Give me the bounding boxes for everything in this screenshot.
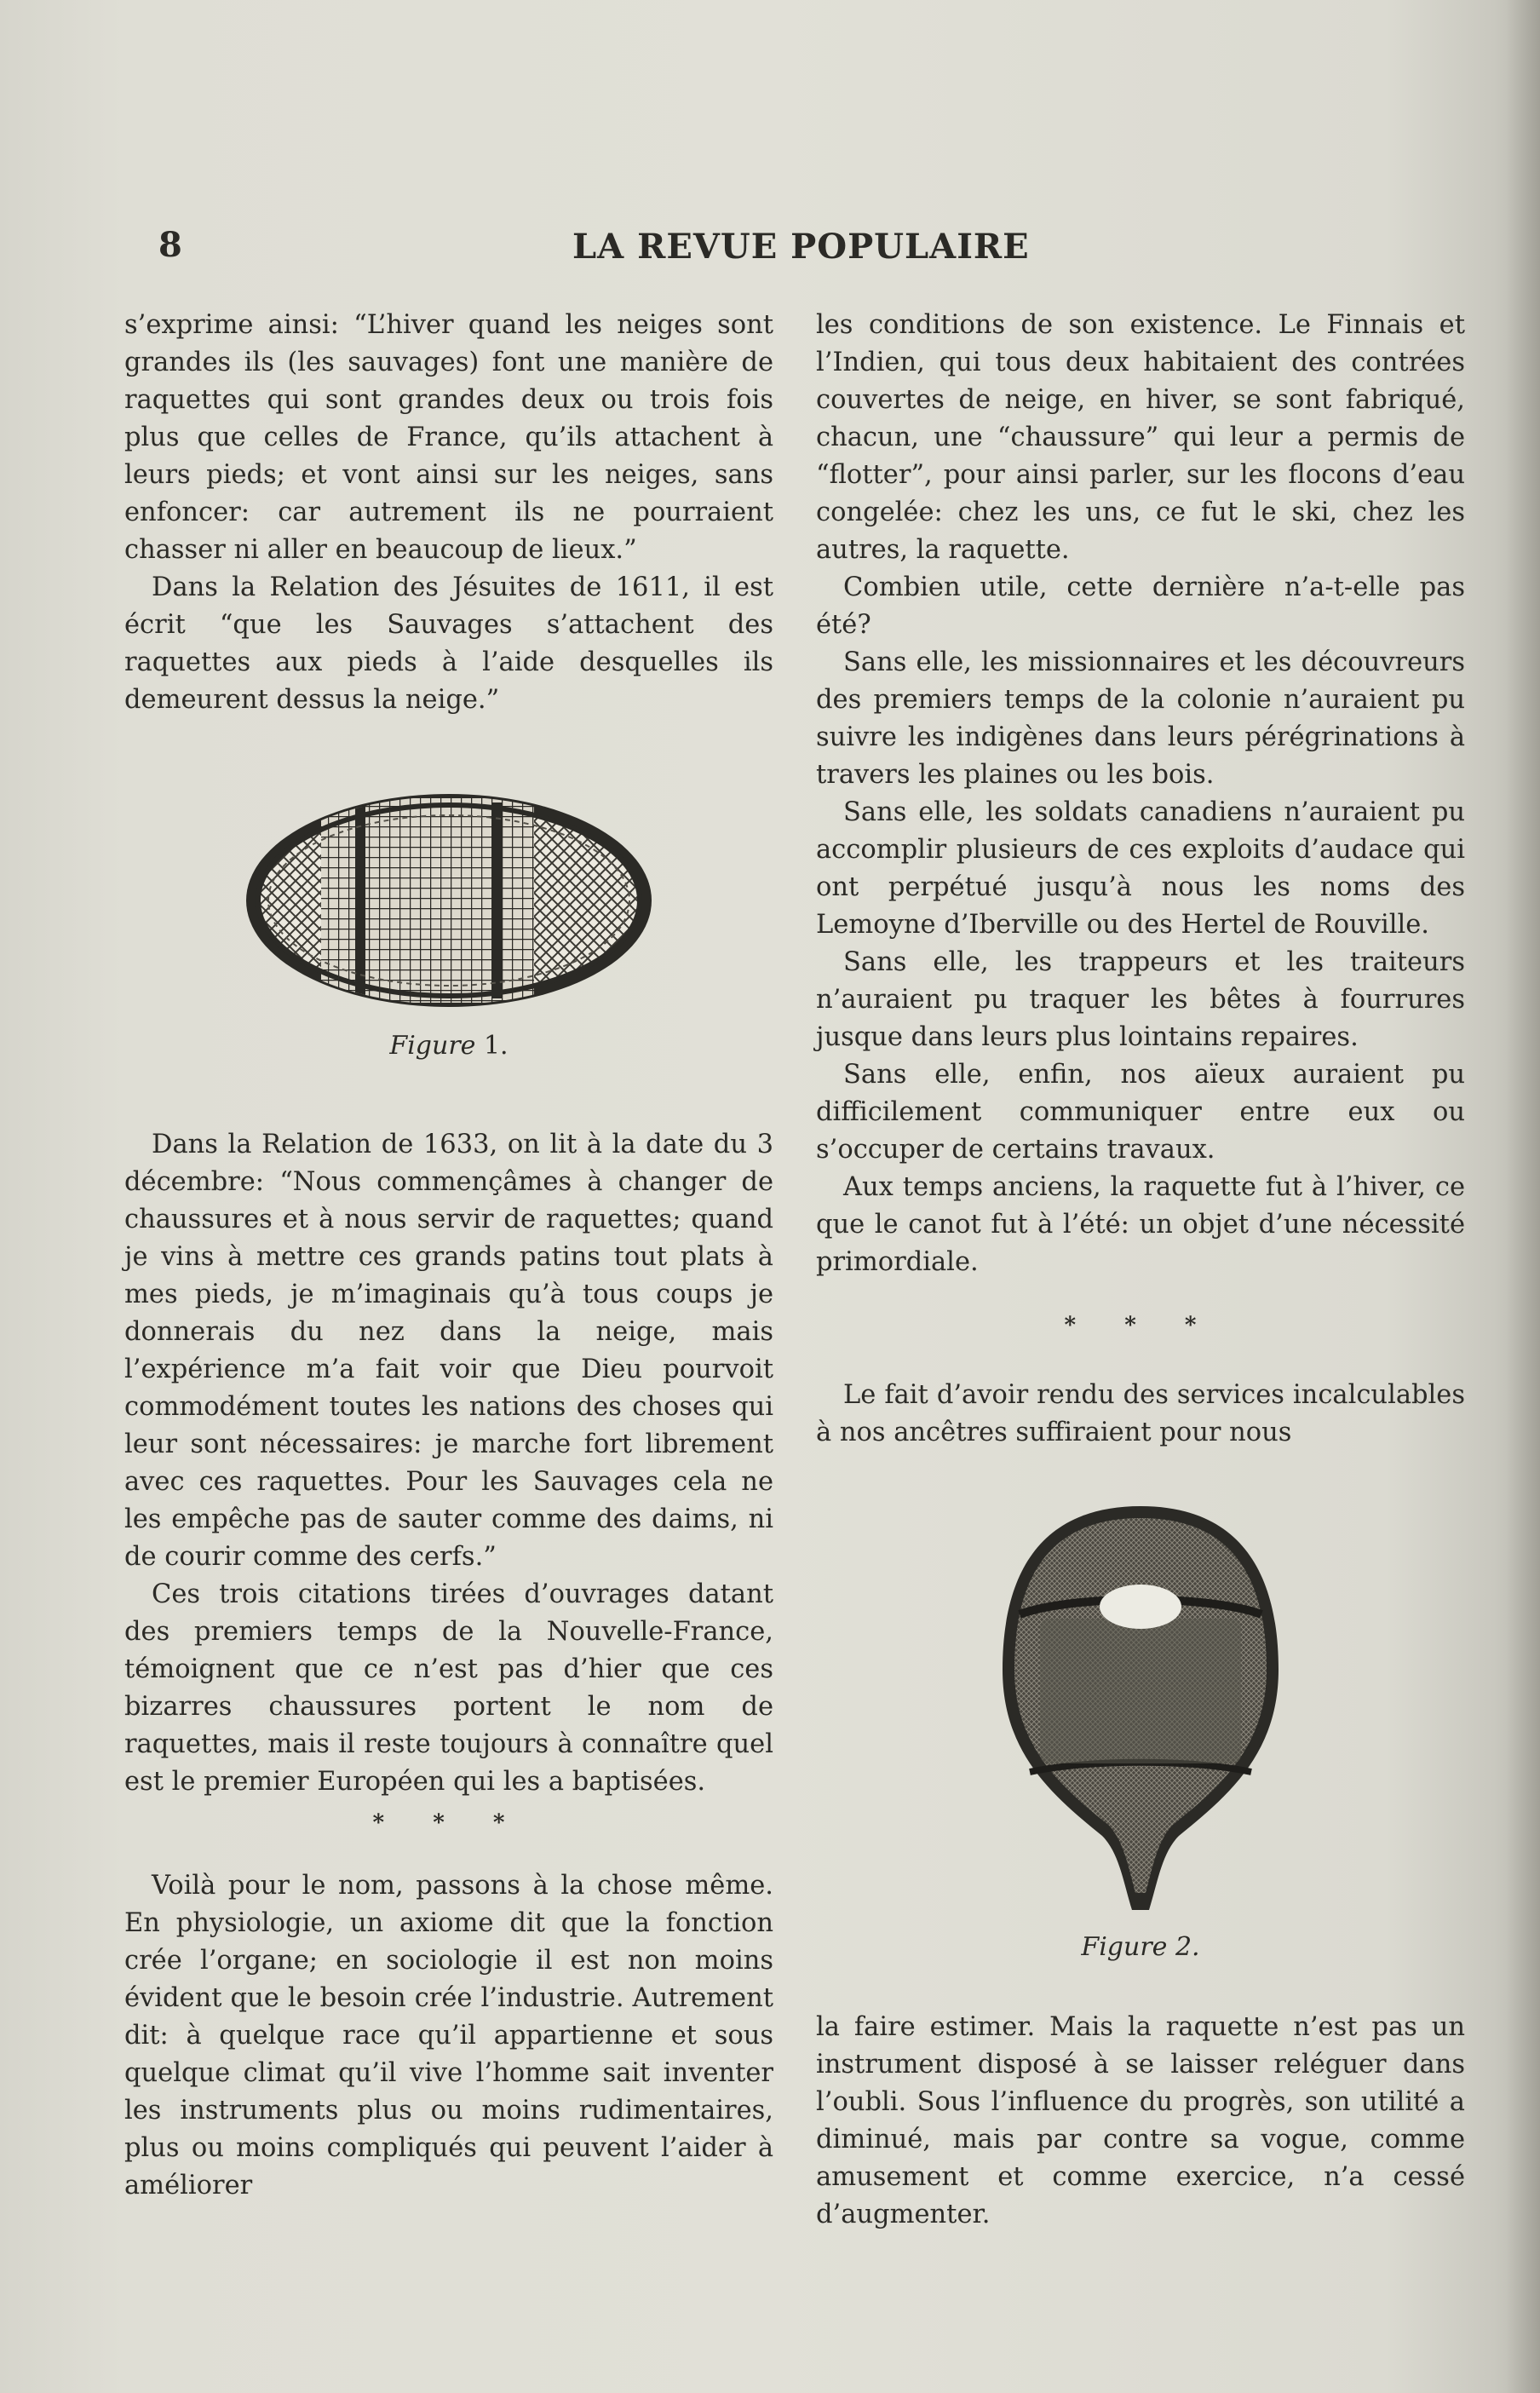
- paragraph: Sans elle, enfin, nos aïeux auraient pu difficilement communiquer entre eux ou s’occuper de certains travaux.: [816, 1060, 1465, 1165]
- caption-word: Figure: [1081, 1932, 1168, 1962]
- paragraph: Aux temps anciens, la raquette fut à l’hiver, ce que le canot fut à l’été: un objet d’une nécessité primordiale.: [816, 1172, 1465, 1277]
- paragraph: Dans la Relation des Jésuites de 1611, il est écrit “que les Sauvages s’attachent des raquettes aux pieds à l’aide desquelles ils demeurent dessus la neige.”: [124, 572, 773, 715]
- left-column: [124, 307, 773, 2205]
- page-header: [0, 220, 1540, 271]
- caption-word: Figure: [389, 1031, 476, 1061]
- caption-number: 1.: [483, 1031, 509, 1061]
- paragraph: Sans elle, les soldats canadiens n’auraient pu accomplir plusieurs de ces exploits d’audace qui ont perpétué jusqu’à nous les noms des Lemoyne d’Iberville ou des Hertel de Rouville.: [816, 797, 1465, 940]
- right-column: [816, 307, 1465, 2234]
- paragraph: Sans elle, les missionnaires et les découvreurs des premiers temps de la colonie n’auraient pu suivre les indigènes dans leurs pérégrinations à travers les plaines ou les bois.: [816, 647, 1465, 790]
- section-separator: * * *: [1064, 1313, 1217, 1338]
- paragraph: Ces trois citations tirées d’ouvrages datant des premiers temps de la Nouvelle-France, témoignent que ce n’est pas d’hier que ces bizarres chaussures portent le nom de raquettes, mais il reste toujours à connaître quel est le premier Européen qui les a baptisées.: [124, 1579, 773, 1797]
- paragraph: Le fait d’avoir rendu des services incalculables à nos ancêtres suffiraient pour nous: [816, 1380, 1465, 1447]
- journal-title: LA REVUE POPULAIRE: [572, 227, 1030, 267]
- paragraph: les conditions de son existence. Le Finnais et l’Indien, qui tous deux habitaient des contrées couvertes de neige, en hiver, se sont fabriqué, chacun, une “chaussure” qui leur a permis de “flotter”, pour ainsi parler, sur les flocons d’eau congelée: chez les uns, ce fut le ski, chez les autres, la raquette.: [816, 310, 1465, 565]
- paragraph: la faire estimer. Mais la raquette n’est pas un instrument disposé à se laisser reléguer dans l’oubli. Sous l’influence du progrès, son utilité a diminué, mais par contre sa vogue, comme amusement et comme exercice, n’a cessé d’augmenter.: [816, 2012, 1465, 2229]
- caption-number: 2.: [1175, 1932, 1200, 1962]
- page-number: 8: [158, 225, 182, 265]
- figure-1: [124, 785, 773, 1065]
- figure-2-caption: [816, 1929, 1465, 1966]
- snowshoe-round-illustration: [236, 785, 662, 1015]
- page-edge-shadow: [1506, 0, 1540, 2393]
- section-separator: * * *: [372, 1810, 526, 1836]
- paragraph: Combien utile, cette dernière n’a-t-elle pas été?: [816, 572, 1465, 640]
- figure-1-caption: [124, 1027, 773, 1065]
- paragraph: Voilà pour le nom, passons à la chose même. En physiologie, un axiome dit que la fonction crée l’organe; en sociologie il est non moins évident que le besoin crée l’industrie. Autrement dit: à quelque race qu’il appartienne et sous quelque climat qu’il vive l’homme sait inventer les instruments plus ou moins rudimentaires, plus ou moins compliqués qui peuvent l’aider à améliorer: [124, 1871, 773, 2200]
- paragraph: Sans elle, les trappeurs et les traiteurs n’auraient pu traquer les bêtes à fourrures jusque dans leurs plus lointains repaires.: [816, 947, 1465, 1052]
- figure-2: [816, 1499, 1465, 1966]
- paragraph: s’exprime ainsi: “L’hiver quand les neiges sont grandes ils (les sauvages) font une manière de raquettes qui sont grandes deux ou trois fois plus que celles de France, qu’ils attachent à leurs pieds; et vont ainsi sur les neiges, sans enfoncer: car autrement ils ne pourraient chasser ni aller en beaucoup de lieux.”: [124, 310, 773, 565]
- snowshoe-bearpaw-illustration: [996, 1499, 1285, 1917]
- paragraph: Dans la Relation de 1633, on lit à la date du 3 décembre: “Nous commençâmes à changer de chaussures et à nous servir de raquettes; quand je vins à mettre ces grands patins tout plats à mes pieds, je m’imaginais qu’à tous coups je donnerais du nez dans la neige, mais l’expérience m’a fait voir que Dieu pourvoit commodément toutes les nations des choses qui leur sont nécessaires: je marche fort librement avec ces raquettes. Pour les Sauvages cela ne les empêche pas de sauter comme des daims, ni de courir comme des cerfs.”: [124, 1130, 773, 1572]
